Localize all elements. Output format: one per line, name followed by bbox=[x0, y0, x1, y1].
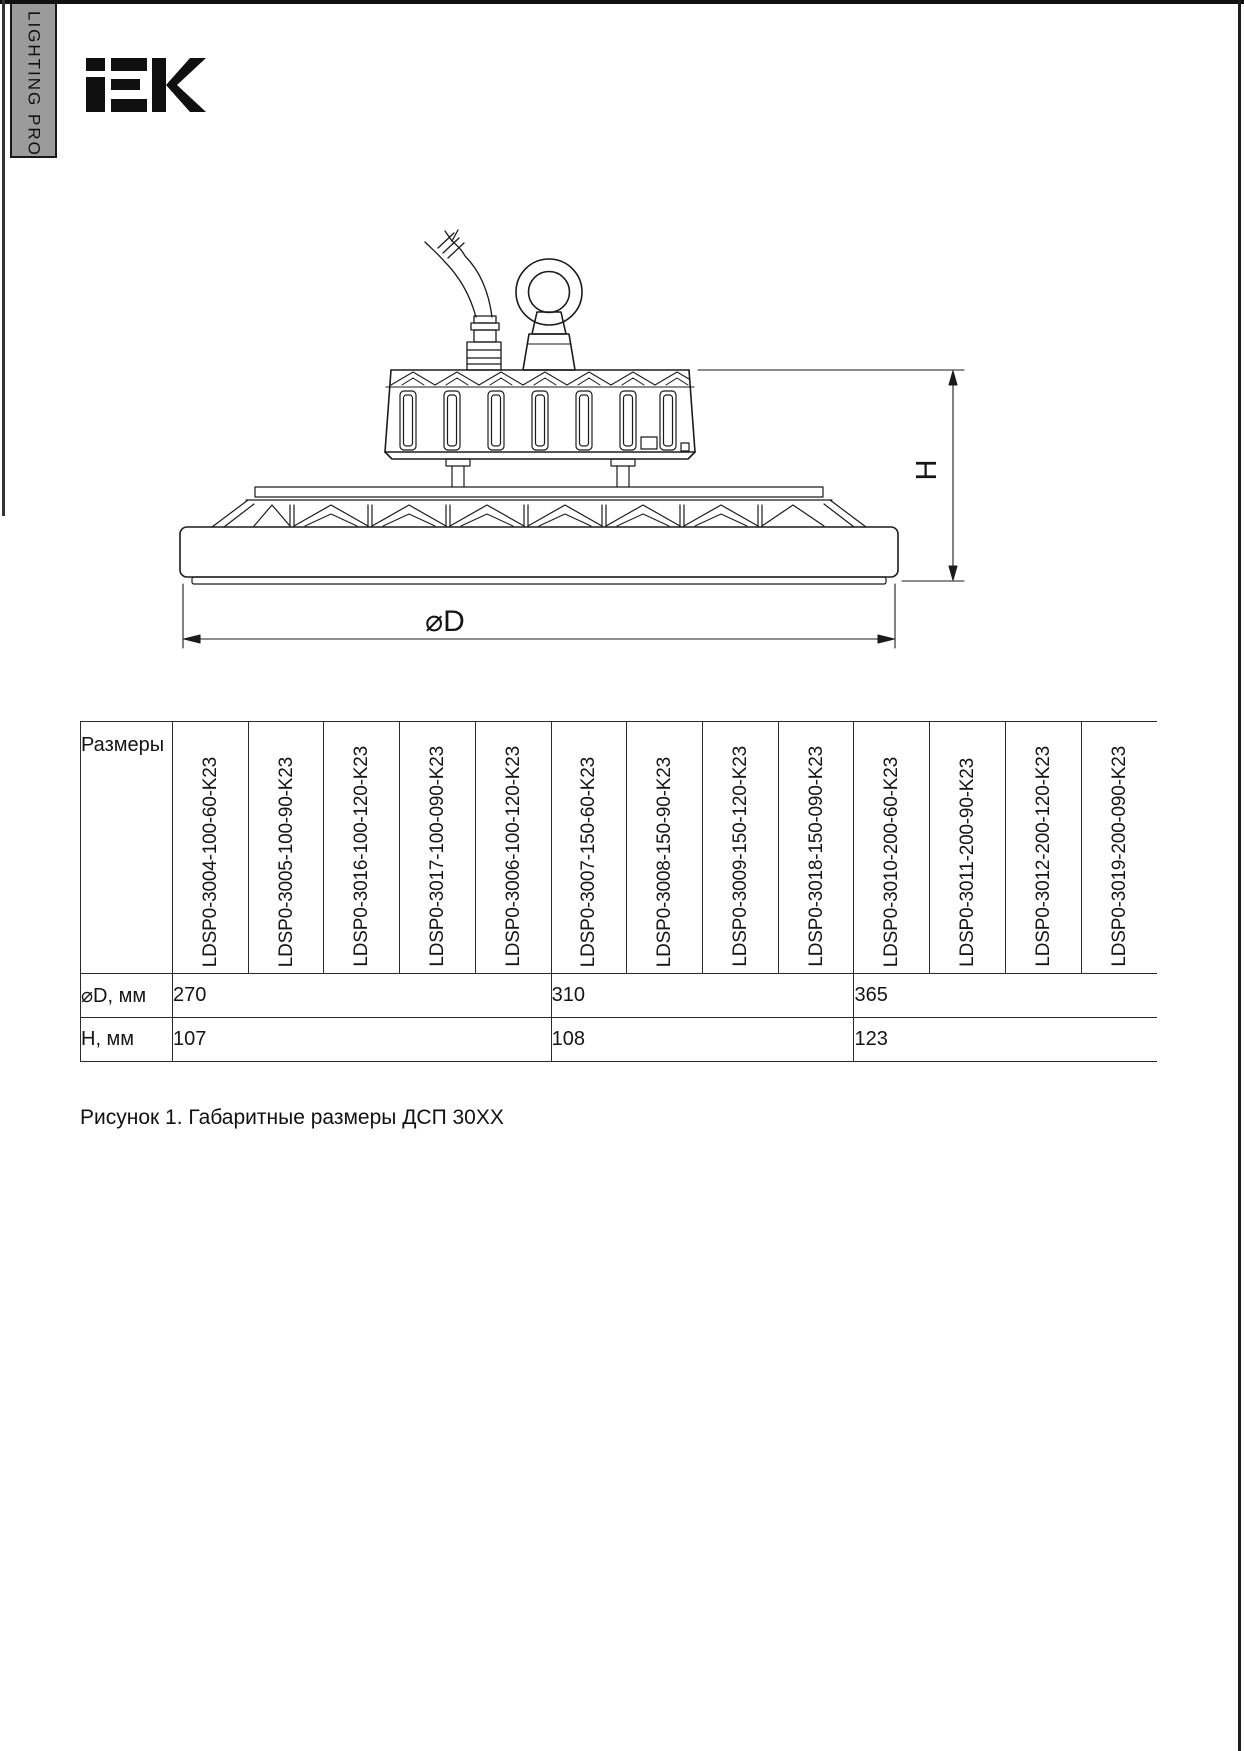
model-column-header: LDSP0-3010-200-60-K23 bbox=[854, 722, 930, 974]
mounting-truss bbox=[212, 487, 866, 527]
table-corner-label: Размеры bbox=[81, 722, 173, 974]
model-column-header: LDSP0-3007-150-60-K23 bbox=[551, 722, 627, 974]
model-column-header: LDSP0-3019-200-090-K23 bbox=[1081, 722, 1157, 974]
model-column-header: LDSP0-3005-100-90-K23 bbox=[248, 722, 324, 974]
model-column-header: LDSP0-3008-150-90-K23 bbox=[627, 722, 703, 974]
heatsink-drum bbox=[385, 370, 695, 459]
model-column-header: LDSP0-3018-150-090-K23 bbox=[778, 722, 854, 974]
sidebar-label: LIGHTING PRO bbox=[24, 11, 44, 157]
heatsink-fins bbox=[400, 391, 689, 451]
body-disk bbox=[180, 527, 898, 584]
diameter-value: 365 bbox=[854, 974, 1157, 1018]
height-value: 123 bbox=[854, 1018, 1157, 1062]
model-column-header: LDSP0-3012-200-120-K23 bbox=[1005, 722, 1081, 974]
diameter-value: 270 bbox=[173, 974, 552, 1018]
diameter-row-label: ⌀D, мм bbox=[81, 974, 173, 1018]
diameter-row bbox=[81, 974, 1158, 1018]
cable-gland bbox=[467, 316, 501, 370]
height-row bbox=[81, 1018, 1158, 1062]
table-header-row bbox=[81, 722, 1158, 974]
dimension-diameter-label: ⌀D bbox=[425, 605, 465, 638]
mounting-posts bbox=[446, 459, 635, 487]
model-column-header: LDSP0-3011-200-90-K23 bbox=[930, 722, 1006, 974]
model-column-header: LDSP0-3004-100-60-K23 bbox=[173, 722, 249, 974]
model-column-header: LDSP0-3006-100-120-K23 bbox=[475, 722, 551, 974]
height-row-label: H, мм bbox=[81, 1018, 173, 1062]
supply-wires bbox=[425, 230, 492, 317]
eyebolt-ring bbox=[516, 259, 582, 370]
model-column-header: LDSP0-3009-150-120-K23 bbox=[703, 722, 779, 974]
height-value: 107 bbox=[173, 1018, 552, 1062]
dimension-diameter bbox=[183, 584, 895, 648]
dimensions-table bbox=[80, 721, 1157, 1062]
model-column-header: LDSP0-3017-100-090-K23 bbox=[400, 722, 476, 974]
height-value: 108 bbox=[551, 1018, 854, 1062]
model-column-header: LDSP0-3016-100-120-K23 bbox=[324, 722, 400, 974]
figure-caption: Рисунок 1. Габаритные размеры ДСП 30ХХ bbox=[80, 1106, 504, 1129]
diameter-value: 310 bbox=[551, 974, 854, 1018]
dimension-height-label: H bbox=[911, 459, 943, 481]
